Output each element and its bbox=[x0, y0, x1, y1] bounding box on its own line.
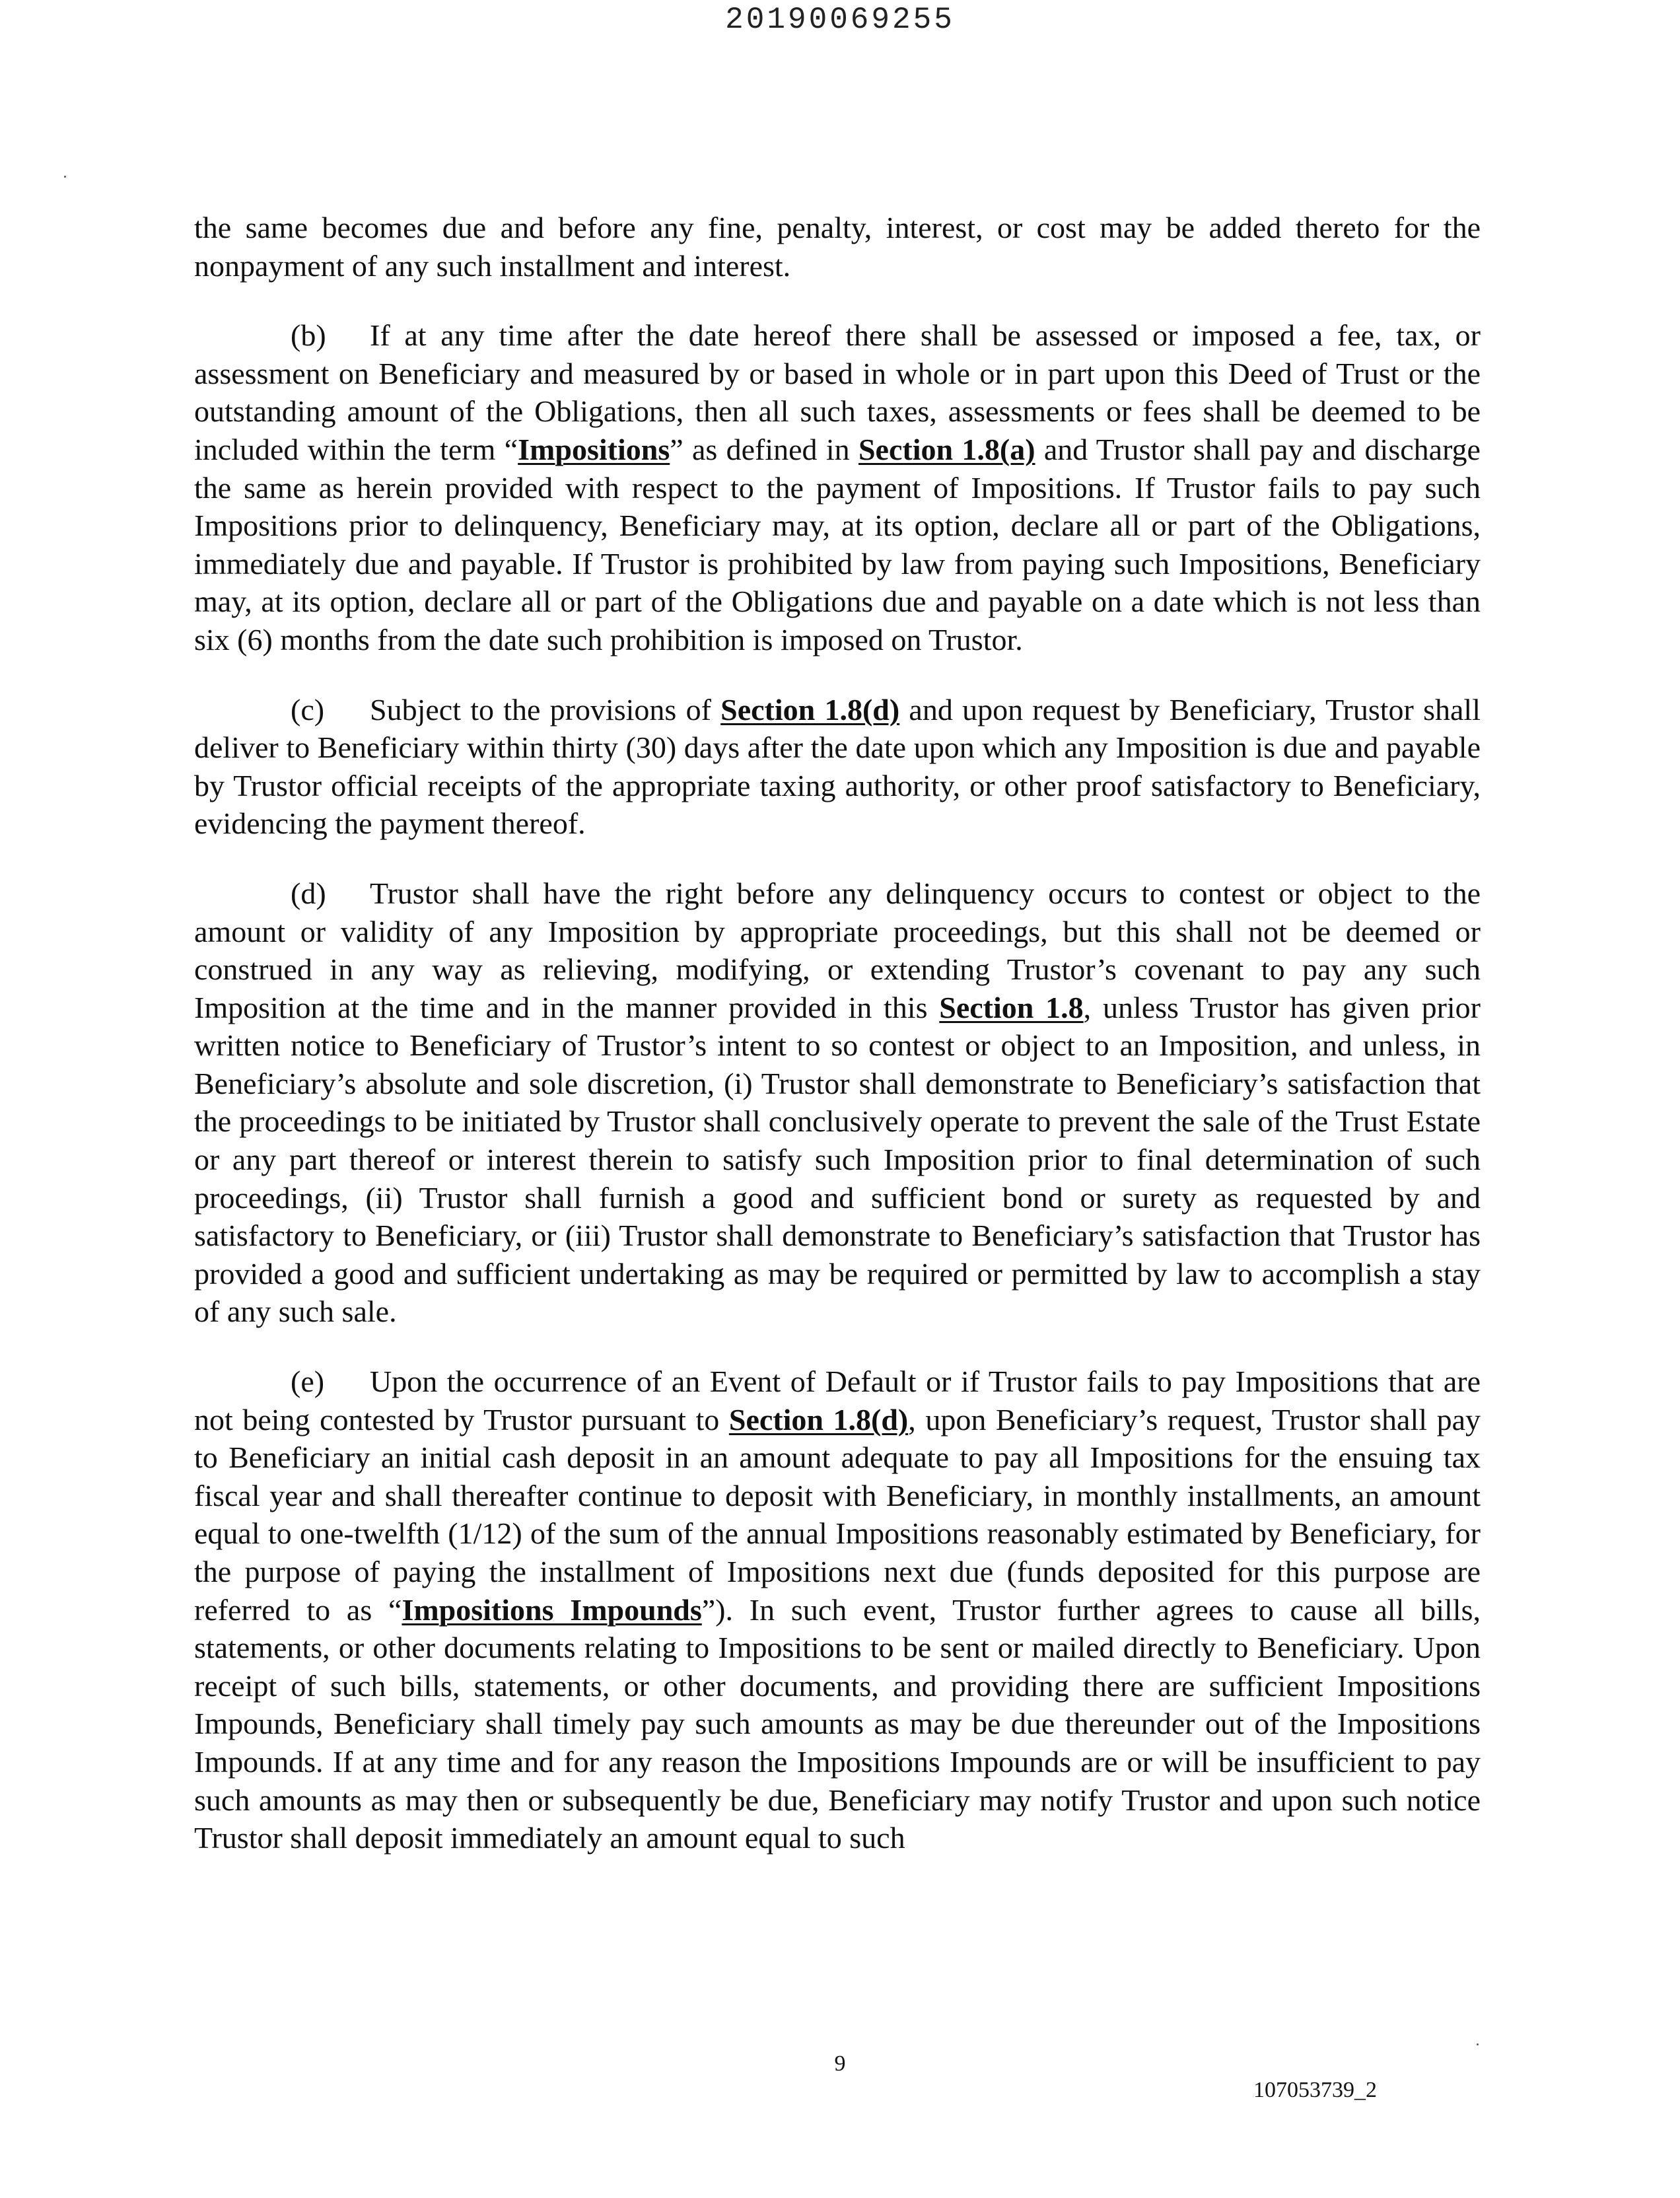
scan-speck bbox=[1477, 2043, 1479, 2045]
paragraph-text: Trustor shall have the right before any delinquency occurs to contest or object to the amount or validity of any Imposition by appropriate proceedings, but this shall not be deemed or construed in any way as relieving, modifying, or extending Trustor’s covenant to pay any such Imposition at the time and in the manner provided in this bbox=[194, 876, 1481, 1024]
page-number: 9 bbox=[834, 2051, 846, 2076]
document-body bbox=[194, 209, 1481, 1889]
paragraph-text: ” as defined in bbox=[670, 432, 858, 466]
paragraph-label: (b) bbox=[291, 318, 326, 353]
section-reference: Section 1.8 bbox=[939, 990, 1084, 1024]
paragraph-text: If at any time after the date hereof there shall be assessed or imposed a fee, tax, or assessment on Beneficiary and measured by or based in whole or in part upon this Deed of Trust or the outstanding amount of the Obligations, then all such taxes, assessments or fees shall be deemed to be included within the term “ bbox=[194, 318, 1481, 466]
paragraph-label: (d) bbox=[291, 876, 326, 910]
section-reference: Section 1.8(d) bbox=[728, 1402, 909, 1436]
section-reference: Section 1.8(d) bbox=[720, 692, 900, 727]
document-code: 107053739_2 bbox=[1253, 2078, 1377, 2102]
defined-term-impositions-impounds: Impositions Impounds bbox=[402, 1592, 702, 1627]
paragraph-text: and Trustor shall pay and discharge the same as herein provided with respect to the payment of Impositions. If Trustor fails to pay such Impositions prior to delinquency, Beneficiary may, at its option, declare all or part of the Obligations, immediately due and payable. If Trustor is prohibited by law from paying such Impositions, Beneficiary may, at its option, declare all or part of the Obligations due and payable on a date which is not less than six (6) months from the date such prohibition is imposed on Trustor. bbox=[194, 432, 1481, 656]
section-reference: Section 1.8(a) bbox=[858, 432, 1035, 466]
paragraph-e bbox=[194, 1363, 1481, 1857]
paragraph-label: (c) bbox=[291, 692, 325, 727]
paragraph-text: Subject to the provisions of bbox=[370, 692, 721, 727]
paragraph-d bbox=[194, 874, 1481, 1331]
paragraph-text: ”). In such event, Trustor further agrees to cause all bills, statements, or other documents relating to Impositions to be sent or mailed directly to Beneficiary. Upon receipt of such bills, statements, or other documents, and providing there are sufficient Impositions Impounds, Beneficiary shall timely pay such amounts as may be due thereunder out of the Impositions Impounds. If at any time and for any reason the Impositions Impounds are or will be insufficient to pay such amounts as may then or subsequently be due, Beneficiary may notify Trustor and upon such notice Trustor shall deposit immediately an amount equal to such bbox=[194, 1592, 1481, 1855]
defined-term-impositions: Impositions bbox=[518, 432, 670, 466]
scan-speck bbox=[64, 176, 66, 178]
paragraph-b bbox=[194, 316, 1481, 658]
paragraph-label: (e) bbox=[291, 1365, 325, 1399]
paragraph-text: the same becomes due and before any fine, penalty, interest, or cost may be added thereto for the nonpayment of any such installment and interest. bbox=[194, 211, 1481, 283]
paragraph-text: and upon request by Beneficiary, Trustor shall deliver to Beneficiary within thirty (30) days after the date upon which any Imposition is due and payable by Trustor official receipts of the appropriate taxing authority, or other proof satisfactory to Beneficiary, evidencing the payment thereof. bbox=[194, 692, 1481, 841]
paragraph-text: Upon the occurrence of an Event of Default or if Trustor fails to pay Impositions that are not being contested by Trustor pursuant to bbox=[194, 1365, 1481, 1436]
paragraph-text: , unless Trustor has given prior written notice to Beneficiary of Trustor’s intent to so contest or object to an Imposition, and unless, in Beneficiary’s absolute and sole discretion, (i) Trustor shall demonstrate to Beneficiary’s satisfaction that the proceedings to be initiated by Trustor shall conclusively operate to prevent the sale of the Trust Estate or any part thereof or interest therein to satisfy such Imposition prior to final determination of such proceedings, (ii) Trustor shall furnish a good and sufficient bond or surety as requested by and satisfactory to Beneficiary, or (iii) Trustor shall demonstrate to Beneficiary’s satisfaction that Trustor has provided a good and sufficient undertaking as may be required or permitted by law to accomplish a stay of any such sale. bbox=[194, 990, 1481, 1329]
paragraph-text: , upon Beneficiary’s request, Trustor shall pay to Beneficiary an initial cash deposit in an amount adequate to pay all Impositions for the ensuing tax fiscal year and shall thereafter continue to deposit with Beneficiary, in monthly installments, an amount equal to one-twelfth (1/12) of the sum of the annual Impositions reasonably estimated by Beneficiary, for the purpose of paying the installment of Impositions next due (funds deposited for this purpose are referred to as “ bbox=[194, 1402, 1481, 1627]
paragraph-c bbox=[194, 691, 1481, 843]
paragraph-continuation bbox=[194, 209, 1481, 285]
document-number: 20190069255 bbox=[725, 3, 955, 37]
